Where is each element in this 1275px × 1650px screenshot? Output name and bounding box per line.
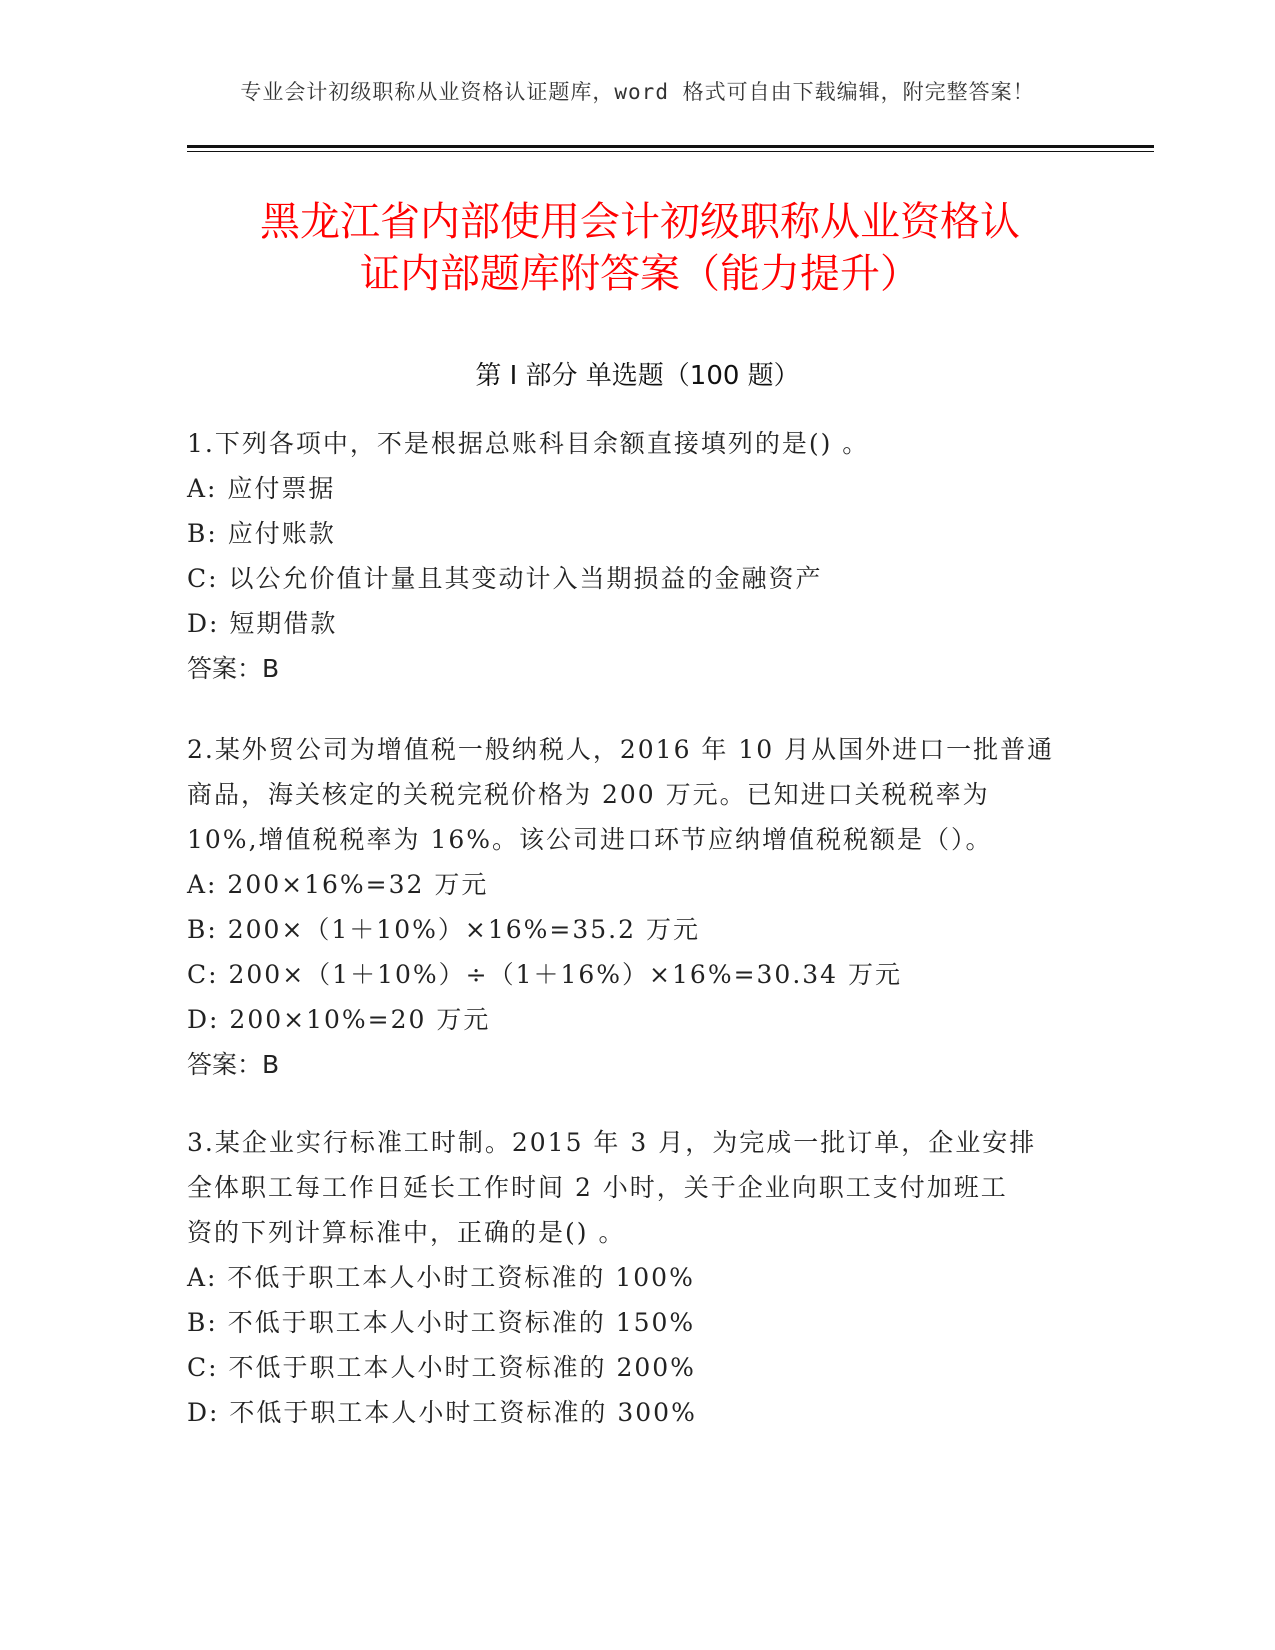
option-a: A: 不低于职工本人小时工资标准的 100% <box>187 1263 695 1292</box>
header-rule-thin <box>187 151 1154 152</box>
option-a: A: 200×16%=32 万元 <box>187 870 489 899</box>
document-title-line-2: 证内部题库附答案（能力提升） <box>360 251 920 297</box>
question-stem-line: 10%,增值税税率为 16%。该公司进口环节应纳增值税税额是（）。 <box>187 825 993 854</box>
header-rule-thick <box>187 145 1154 148</box>
question-stem-line: 全体职工每工作日延长工作时间 2 小时，关于企业向职工支付加班工 <box>187 1173 1008 1202</box>
answer-line: 答案：B <box>187 1050 280 1079</box>
option-d: D: 不低于职工本人小时工资标准的 300% <box>187 1398 697 1427</box>
document-title <box>190 196 1090 300</box>
option-b: B: 应付账款 <box>187 519 336 548</box>
option-d: D: 200×10%=20 万元 <box>187 1005 491 1034</box>
answer-line: 答案：B <box>187 654 280 683</box>
question-stem-line: 3.某企业实行标准工时制。2015 年 3 月，为完成一批订单，企业安排 <box>187 1128 1037 1157</box>
option-a: A: 应付票据 <box>187 474 336 503</box>
question-1 <box>187 421 1087 691</box>
question-stem-line: 资的下列计算标准中，正确的是() 。 <box>187 1218 626 1247</box>
option-d: D: 短期借款 <box>187 609 338 638</box>
option-b: B: 不低于职工本人小时工资标准的 150% <box>187 1308 696 1337</box>
section-title: 第 I 部分 单选题（100 题） <box>475 361 800 391</box>
option-c: C: 以公允价值计量且其变动计入当期损益的金融资产 <box>187 564 823 593</box>
option-c: C: 200×（1＋10%）÷（1＋16%）×16%=30.34 万元 <box>187 960 903 989</box>
option-b: B: 200×（1＋10%）×16%=35.2 万元 <box>187 915 700 944</box>
question-3 <box>187 1120 1087 1435</box>
question-2 <box>187 727 1087 1087</box>
question-stem-line: 2.某外贸公司为增值税一般纳税人，2016 年 10 月从国外进口一批普通 <box>187 735 1055 764</box>
option-c: C: 不低于职工本人小时工资标准的 200% <box>187 1353 696 1382</box>
document-title-line-1: 黑龙江省内部使用会计初级职称从业资格认 <box>260 199 1020 245</box>
question-stem-line: 商品，海关核定的关税完税价格为 200 万元。已知进口关税税率为 <box>187 780 990 809</box>
header-note: 专业会计初级职称从业资格认证题库，word 格式可自由下载编辑，附完整答案！ <box>240 80 1035 104</box>
question-stem-line: 1.下列各项中，不是根据总账科目余额直接填列的是() 。 <box>187 429 870 458</box>
